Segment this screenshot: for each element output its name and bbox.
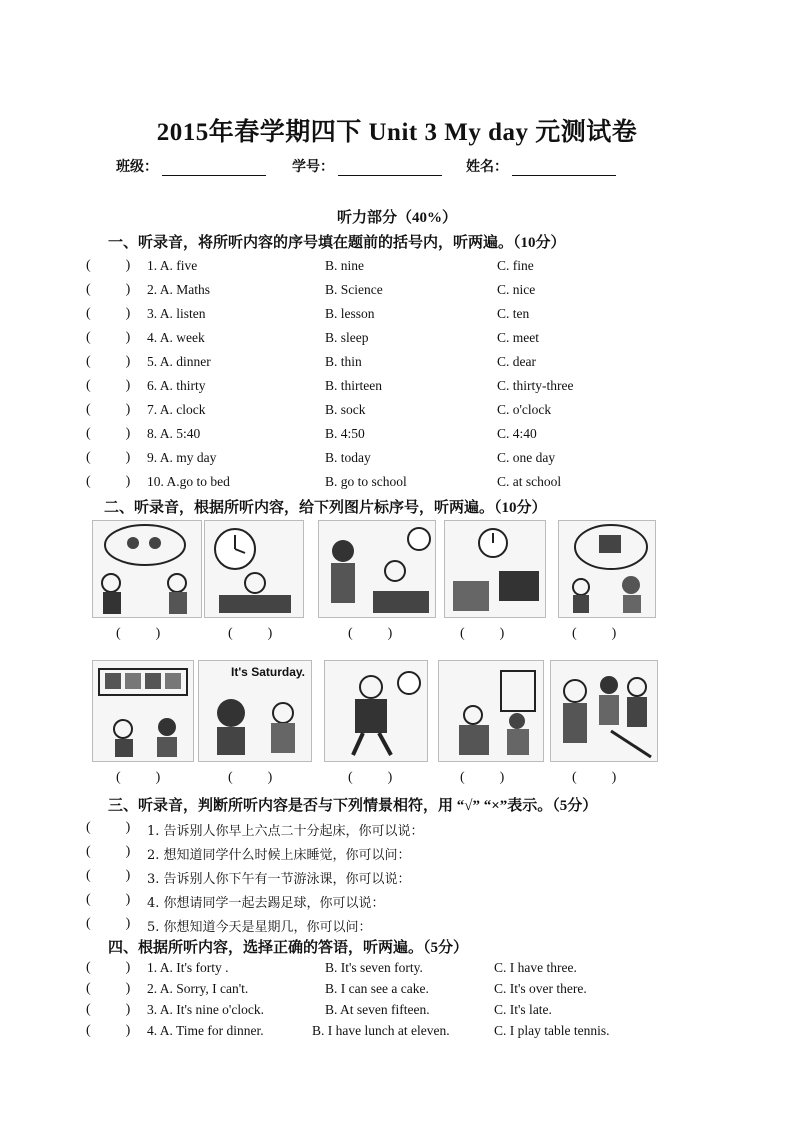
option-c: C. It's late. [494, 1002, 552, 1017]
option-c: C. ten [497, 306, 530, 321]
option-b: B. go to school [325, 474, 407, 489]
answer-paren[interactable]: ( ) [86, 1023, 131, 1038]
answer-paren[interactable]: ( ) [86, 916, 131, 931]
answer-paren[interactable]: ( ) [86, 1002, 131, 1017]
name-label: 姓名： [466, 160, 508, 175]
answer-blank[interactable]: ( ) [460, 770, 505, 785]
picture-teacher-student [318, 520, 436, 618]
statement: 5. 你想知道今天是星期几，你可以问： [147, 920, 372, 935]
option-b: B. 4:50 [325, 426, 365, 441]
answer-paren[interactable]: ( ) [86, 868, 131, 883]
option-a: 6. A. thirty [147, 378, 206, 393]
option-b: B. I can see a cake. [325, 981, 429, 996]
answer-blank[interactable]: ( ) [460, 626, 505, 641]
option-c: C. at school [497, 474, 562, 489]
class-field [116, 156, 266, 176]
option-a: 7. A. clock [147, 402, 206, 417]
answer-blank[interactable]: ( ) [572, 626, 617, 641]
option-a: 2. A. Sorry, I can't. [147, 981, 249, 996]
option-a: 8. A. 5:40 [147, 426, 201, 441]
answer-blank[interactable]: ( ) [572, 770, 617, 785]
option-a: 1. A. It's forty . [147, 960, 229, 975]
number-blank[interactable] [338, 161, 442, 176]
answer-paren[interactable]: ( ) [86, 450, 131, 465]
picture-children-thinking [558, 520, 656, 618]
option-a: 3. A. It's nine o'clock. [147, 1002, 264, 1017]
answer-paren[interactable]: ( ) [86, 820, 131, 835]
option-b: B. today [325, 450, 371, 465]
answer-paren[interactable]: ( ) [86, 474, 131, 489]
picture-family-home [438, 660, 544, 762]
option-b: B. It's seven forty. [325, 960, 423, 975]
picture-boy-running-clock [324, 660, 428, 762]
option-c: C. dear [497, 354, 536, 369]
option-a: 2. A. Maths [147, 282, 211, 297]
option-b: B. sock [325, 402, 366, 417]
answer-paren[interactable]: ( ) [86, 258, 131, 273]
statement: 4. 你想请同学一起去踢足球，你可以说： [147, 896, 385, 911]
option-c: C. 4:40 [497, 426, 537, 441]
option-a: 9. A. my day [147, 450, 217, 465]
page-title: 2015年春学期四下 Unit 3 My day 元测试卷 [156, 119, 638, 146]
option-b: B. thin [325, 354, 362, 369]
option-c: C. I have three. [494, 960, 577, 975]
option-a: 10. A.go to bed [147, 474, 230, 489]
option-a: 4. A. week [147, 330, 205, 345]
option-c: C. It's over there. [494, 981, 587, 996]
listening-heading: 听力部分（40%） [336, 210, 457, 226]
answer-blank[interactable]: ( ) [228, 770, 273, 785]
section1-heading: 一、听录音，将所听内容的序号填在题前的括号内，听两遍。（10分） [108, 235, 566, 251]
section4-heading: 四、根据所听内容，选择正确的答语，听两遍。（5分） [108, 940, 469, 956]
section2-heading: 二、听录音，根据所听内容，给下列图片标序号，听两遍。（10分） [104, 500, 547, 516]
statement: 2. 想知道同学什么时候上床睡觉，你可以问： [147, 848, 411, 863]
picture-thinking-pictures [92, 660, 194, 762]
answer-paren[interactable]: ( ) [86, 960, 131, 975]
option-a: 4. A. Time for dinner. [147, 1023, 264, 1038]
option-b: B. At seven fifteen. [325, 1002, 430, 1017]
option-a: 5. A. dinner [147, 354, 211, 369]
answer-paren[interactable]: ( ) [86, 282, 131, 297]
option-b: B. thirteen [325, 378, 382, 393]
answer-paren[interactable]: ( ) [86, 306, 131, 321]
answer-blank[interactable]: ( ) [116, 770, 161, 785]
answer-paren[interactable]: ( ) [86, 402, 131, 417]
option-b: B. I have lunch at eleven. [312, 1023, 450, 1038]
option-b: B. lesson [325, 306, 375, 321]
picture-children-group [550, 660, 658, 762]
answer-blank[interactable]: ( ) [348, 770, 393, 785]
picture-its-saturday [198, 660, 312, 762]
answer-paren[interactable]: ( ) [86, 426, 131, 441]
answer-paren[interactable]: ( ) [86, 330, 131, 345]
picture-clock-breakfast [204, 520, 304, 618]
option-a: 3. A. listen [147, 306, 206, 321]
option-b: B. sleep [325, 330, 369, 345]
answer-paren[interactable]: ( ) [86, 981, 131, 996]
option-c: C. meet [497, 330, 539, 345]
option-c: C. one day [497, 450, 556, 465]
answer-paren[interactable]: ( ) [86, 844, 131, 859]
statement: 1. 告诉别人你早上六点二十分起床，你可以说： [147, 824, 424, 839]
answer-paren[interactable]: ( ) [86, 354, 131, 369]
option-b: B. Science [325, 282, 383, 297]
option-c: C. fine [497, 258, 534, 273]
class-blank[interactable] [162, 161, 266, 176]
option-c: C. I play table tennis. [494, 1023, 610, 1038]
option-c: C. nice [497, 282, 536, 297]
answer-paren[interactable]: ( ) [86, 892, 131, 907]
option-c: C. o'clock [497, 402, 552, 417]
picture-clock-tv [444, 520, 546, 618]
name-field [466, 156, 616, 176]
option-c: C. thirty-three [497, 378, 574, 393]
answer-paren[interactable]: ( ) [86, 378, 131, 393]
statement: 3. 告诉别人你下午有一节游泳课，你可以说： [147, 872, 411, 887]
number-label: 学号： [292, 160, 334, 175]
picture-caption: It's Saturday. [231, 665, 305, 679]
class-label: 班级： [116, 160, 158, 175]
name-blank[interactable] [512, 161, 616, 176]
answer-blank[interactable]: ( ) [348, 626, 393, 641]
section3-heading: 三、听录音，判断所听内容是否与下列情景相符，用 “√” “×”表示。（5分） [108, 798, 598, 814]
picture-friends-football [92, 520, 202, 618]
option-b: B. nine [325, 258, 364, 273]
answer-blank[interactable]: ( ) [228, 626, 273, 641]
answer-blank[interactable]: ( ) [116, 626, 161, 641]
number-field [292, 156, 442, 176]
option-a: 1. A. five [147, 258, 198, 273]
